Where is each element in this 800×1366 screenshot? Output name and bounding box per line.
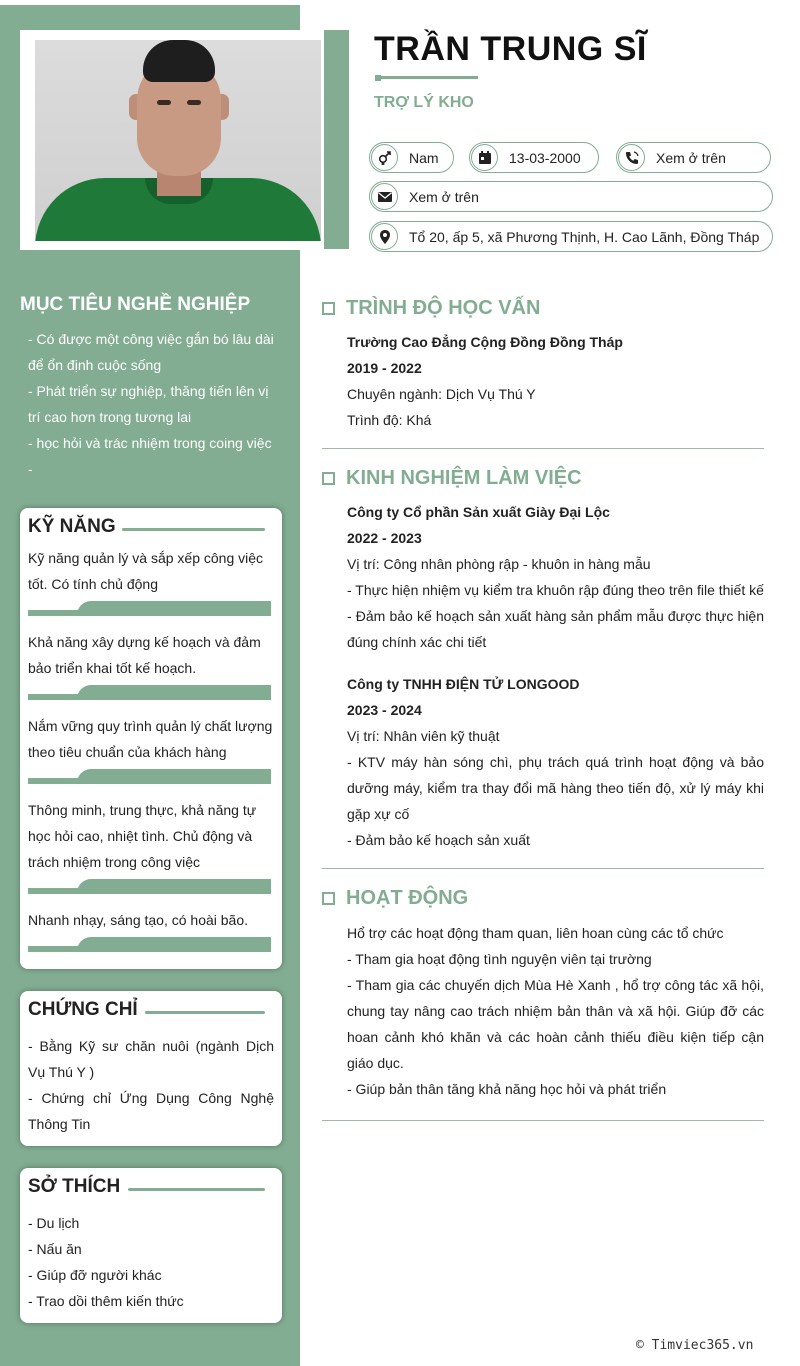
activities-body [347, 920, 764, 1102]
skill-item: Khả năng xây dựng kế hoạch và đảm bảo triển khai tốt kế hoạch. [28, 634, 261, 676]
certificates-title-line [145, 1011, 265, 1014]
job-line: - KTV máy hàn sóng chì, phụ trách quá trình hoạt động và bảo dưỡng máy, kiểm tra thay đổi mã hàng theo tiến độ, xử lý máy khi gặp xự cố [347, 754, 764, 822]
education-major: Chuyên ngành: Dịch Vụ Thú Y [347, 386, 536, 402]
certificates-text [28, 1033, 274, 1137]
objective-line: - [28, 461, 33, 477]
hobbies-title-line [128, 1188, 265, 1191]
hobbies-title: SỞ THÍCH [28, 1176, 121, 1197]
objective-title: MỤC TIÊU NGHỀ NGHIỆP [20, 294, 251, 315]
activity-line: - Tham gia các chuyến dịch Mùa Hè Xanh , hổ trợ công tác xã hội, chung tay nâng cao trách nhiệm bản thân và xã hội. Giúp đỡ các hoan cảnh khó khăn và các hoàn cảnh thiếu điều kiện tiếp cận giáo dục. [347, 977, 764, 1071]
name-underline-dot [375, 75, 381, 81]
education-school: Trường Cao Đẳng Cộng Đồng Đồng Tháp [347, 334, 623, 350]
objective-line: - Có được một công việc gắn bó lâu dài để ổn định cuộc sống [28, 331, 274, 373]
job-company: Công ty Cổ phần Sản xuất Giày Đại Lộc [347, 504, 610, 520]
certificate-line: - Bằng Kỹ sư chăn nuôi (ngành Dịch Vụ Thú Y ) [28, 1038, 274, 1080]
certificates-title: CHỨNG CHỈ [28, 999, 138, 1020]
email-value: Xem ở trên [409, 189, 479, 205]
skill-level-bar [28, 769, 271, 784]
job-line: - Đảm bảo kế hoạch sản xuất [347, 832, 530, 848]
activity-line: - Tham gia hoạt động tình nguyện viên tại trường [347, 951, 652, 967]
education-title: TRÌNH ĐỘ HỌC VẤN [346, 297, 541, 319]
email-icon [371, 183, 398, 210]
objective-line: - học hỏi và trác nhiệm trong coing việc [28, 435, 272, 451]
job-line: Vị trí: Công nhân phòng rập - khuôn in hàng mẫu [347, 556, 651, 572]
skill-level-bar [28, 879, 271, 894]
hobbies-text [28, 1210, 274, 1314]
address-pill [369, 221, 773, 252]
skill-level-bar [28, 937, 271, 952]
calendar-icon [471, 144, 498, 171]
experience-title: KINH NGHIỆM LÀM VIỆC [346, 467, 582, 489]
gender-value: Nam [409, 150, 439, 166]
phone-value: Xem ở trên [656, 150, 726, 166]
gender-pill [369, 142, 454, 173]
photo-frame [20, 30, 328, 250]
checkbox-icon [322, 892, 335, 905]
accent-bar [324, 30, 349, 249]
experience-job [347, 499, 764, 655]
checkbox-icon [322, 302, 335, 315]
section-divider [322, 1120, 764, 1121]
objective-text [28, 326, 276, 482]
hobbies-card [20, 1168, 282, 1323]
skill-level-bar [28, 601, 271, 616]
skills-title: KỸ NĂNG [28, 516, 116, 537]
birthday-value: 13-03-2000 [509, 150, 581, 166]
certificate-line: - Chứng chỉ Ứng Dụng Công Nghệ Thông Tin [28, 1090, 274, 1132]
education-period: 2019 - 2022 [347, 360, 422, 376]
phone-icon [618, 144, 645, 171]
education-grade: Trình độ: Khá [347, 412, 432, 428]
skill-item: Kỹ năng quản lý và sắp xếp công việc tốt. Có tính chủ động [28, 550, 264, 592]
job-period: 2022 - 2023 [347, 530, 422, 546]
activity-line: Hổ trợ các hoạt động tham quan, liên hoan cùng các tổ chức [347, 925, 724, 941]
job-company: Công ty TNHH ĐIỆN TỬ LONGOOD [347, 676, 580, 692]
job-period: 2023 - 2024 [347, 702, 422, 718]
address-value: Tổ 20, ấp 5, xã Phương Thịnh, H. Cao Lãnh, Đồng Tháp [409, 229, 760, 245]
certificates-card [20, 991, 282, 1146]
objective-line: - Phát triển sự nghiệp, thăng tiến lên vị trí cao hơn trong tương lai [28, 383, 269, 425]
experience-job [347, 671, 764, 853]
skills-card [20, 508, 282, 969]
birthday-pill [469, 142, 599, 173]
activities-title: HOẠT ĐỘNG [346, 887, 469, 909]
skill-level-bar [28, 685, 271, 700]
activity-line: - Giúp bản thân tăng khả năng học hỏi và phát triển [347, 1081, 667, 1097]
name-underline [375, 76, 478, 79]
checkbox-icon [322, 472, 335, 485]
education-body [347, 329, 764, 433]
hobby-line: - Du lịch [28, 1215, 80, 1231]
job-line: - Đảm bảo kế hoạch sản xuất hàng sản phẩm mẫu được thực hiện đúng chính xác chi tiết [347, 608, 764, 650]
location-icon [371, 223, 398, 250]
footer-credit[interactable]: © Timviec365.vn [636, 1338, 754, 1353]
avatar [35, 40, 321, 241]
hobby-line: - Trao dồi thêm kiến thức [28, 1293, 184, 1309]
skill-item: Nhanh nhạy, sáng tạo, có hoài bão. [28, 912, 249, 928]
skill-item: Thông minh, trung thực, khả năng tự học hỏi cao, nhiệt tình. Chủ động và trách nhiệm trong công việc [28, 802, 257, 870]
full-name: TRẦN TRUNG SĨ [374, 30, 647, 68]
gender-icon [371, 144, 398, 171]
job-line: Vị trí: Nhân viên kỹ thuật [347, 728, 500, 744]
skills-title-line [122, 528, 265, 531]
phone-pill [616, 142, 771, 173]
job-title: TRỢ LÝ KHO [374, 94, 474, 111]
hobby-line: - Nấu ăn [28, 1241, 82, 1257]
section-divider [322, 868, 764, 869]
email-pill [369, 181, 773, 212]
skill-item: Nắm vững quy trình quản lý chất lượng theo tiêu chuẩn của khách hàng [28, 718, 273, 760]
section-divider [322, 448, 764, 449]
job-line: - Thực hiện nhiệm vụ kiểm tra khuôn rập đúng theo trên file thiết kế [347, 582, 764, 598]
hobby-line: - Giúp đỡ người khác [28, 1267, 162, 1283]
